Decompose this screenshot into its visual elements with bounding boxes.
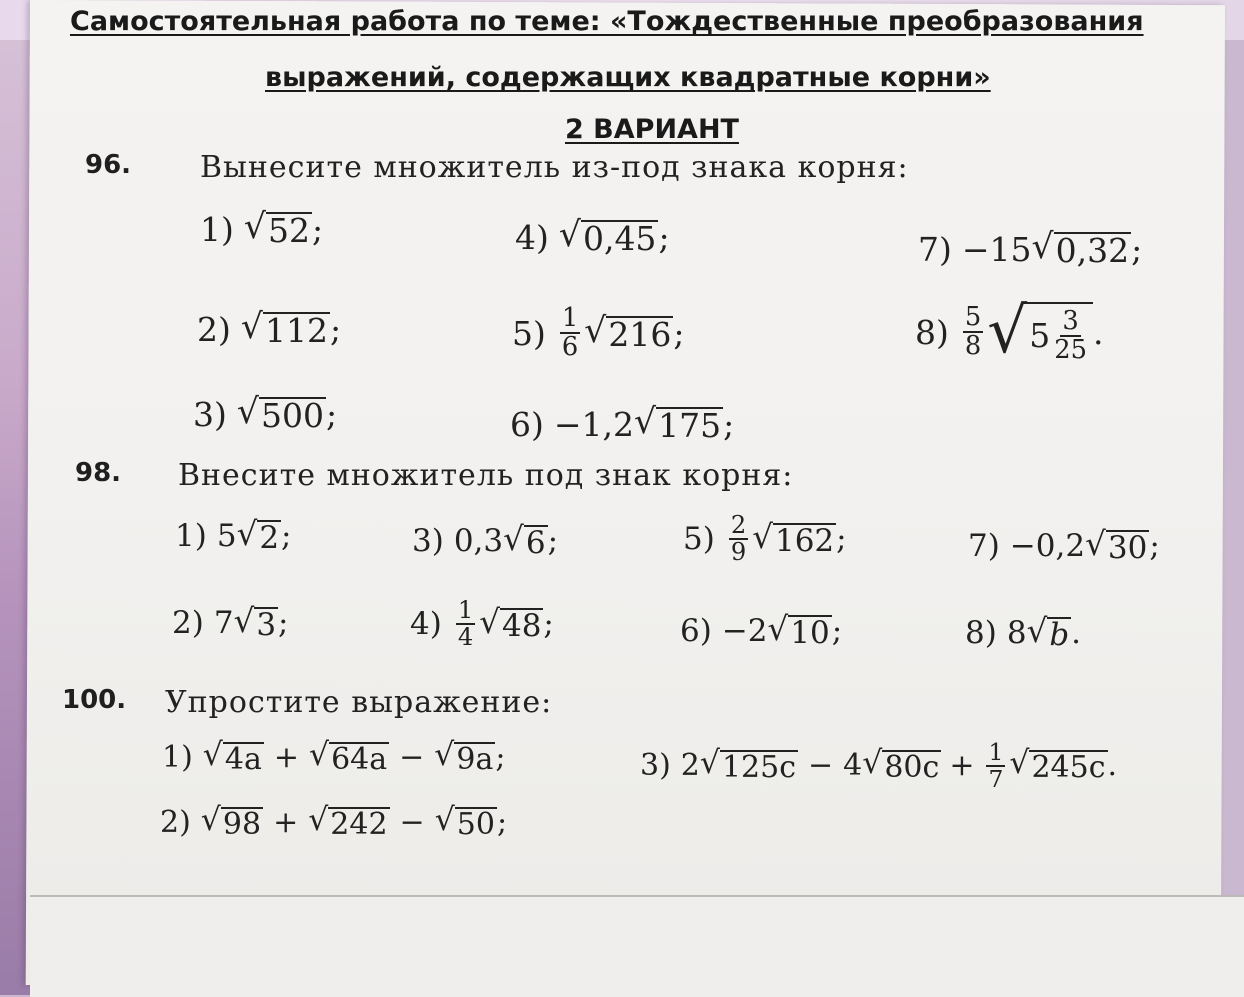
task-98-item-7: 7) −0,2 √ 30 ; (968, 525, 1160, 566)
fraction: $\frac{5}{8}$ (964, 302, 982, 362)
task-98-item-8: 8) 8 √ b . (965, 612, 1082, 653)
page-bottom-edge (30, 895, 1244, 997)
fraction: $\frac{1}{7}$ (988, 738, 1004, 793)
radical: √ b (1026, 612, 1070, 653)
radical: √ 175 (634, 402, 722, 446)
header-line-1: Самостоятельная работа по теме: «Тождественные преобразования (70, 6, 1144, 37)
radical: √ 216 (584, 310, 672, 354)
radical: √ 10 (767, 610, 830, 651)
radical: √ 242 (308, 802, 388, 842)
radical: √ 112 (240, 307, 328, 351)
radical: √ 2 (236, 515, 280, 556)
task-96-item-7: 7) −15 √ 0,32 ; (918, 227, 1143, 271)
task-100-prompt: Упростите выражение: (165, 685, 553, 720)
fraction: $\frac{1}{4}$ (457, 596, 474, 652)
task-98-item-3: 3) 0,3 √ 6 ; (412, 520, 559, 561)
radical: √ 245c (1009, 744, 1106, 785)
fraction: $\frac{1}{6}$ (561, 303, 579, 363)
task-98-item-2: 2) 7 √ 3 ; (172, 602, 289, 643)
radical: √ 4a (202, 737, 262, 777)
task-96-item-2: 2) √ 112 ; (197, 307, 342, 351)
task-96-prompt: Вынесите множитель из-под знака корня: (200, 150, 909, 185)
radical: √ 0,32 (1031, 227, 1130, 271)
radical: √ 125c (699, 744, 797, 785)
task-98-item-4: 4) $\frac{1}{4}$ √ 48 ; (410, 596, 554, 652)
radical: √ 80c (862, 744, 940, 785)
fraction: $\frac{2}{9}$ (730, 511, 747, 567)
variant-title: 2 ВАРИАНТ (565, 114, 739, 145)
task-96-item-1: 1) √ 52 ; (200, 207, 324, 251)
radical: √ 64a (309, 737, 388, 777)
task-98-prompt: Внесите множитель под знак корня: (178, 458, 794, 493)
task-98-number: 98. (75, 458, 122, 488)
task-96-item-5: 5) $\frac{1}{6}$ √ 216 ; (512, 303, 685, 363)
task-96-item-6: 6) −1,2 √ 175 ; (510, 402, 735, 446)
radical: √ 50 (434, 802, 495, 842)
radical: √ 52 (243, 207, 310, 251)
radical: √ 3 (233, 602, 277, 643)
radical: √ 6 (503, 520, 546, 561)
task-96-item-8: 8) $\frac{5}{8}$ √ 5 $\frac{3}{25}$ . (915, 294, 1104, 367)
radical: √ 5 $\frac{3}{25}$ (987, 300, 1093, 364)
radical: √ 48 (479, 603, 542, 645)
radical: √ 98 (200, 802, 262, 842)
task-96-item-3: 3) √ 500 ; (193, 392, 338, 436)
task-100-item-2: 2) √ 98 + √ 242 − √ 50 ; (160, 802, 508, 842)
radical: √ 30 (1085, 525, 1148, 566)
radical: √ 162 (752, 518, 835, 560)
task-98-item-5: 5) $\frac{2}{9}$ √ 162 ; (683, 511, 847, 567)
task-100-item-3: 3) 2 √ 125c − 4 √ 80c + $\frac{1}{7}$ √ 245c . (640, 738, 1118, 793)
task-96-item-4: 4) √ 0,45 ; (515, 215, 670, 259)
worksheet-page (26, 0, 1225, 990)
radical: √ 0,45 (558, 215, 657, 259)
task-96-number: 96. (85, 150, 132, 180)
header-line-2: выражений, содержащих квадратные корни» (265, 62, 991, 93)
task-98-item-6: 6) −2 √ 10 ; (680, 610, 843, 651)
task-100-item-1: 1) √ 4a + √ 64a − √ 9a ; (162, 737, 506, 777)
radical: √ 9a (434, 737, 494, 777)
task-98-item-1: 1) 5 √ 2 ; (175, 515, 292, 556)
radical: √ 500 (236, 392, 324, 436)
task-100-number: 100. (62, 685, 127, 715)
